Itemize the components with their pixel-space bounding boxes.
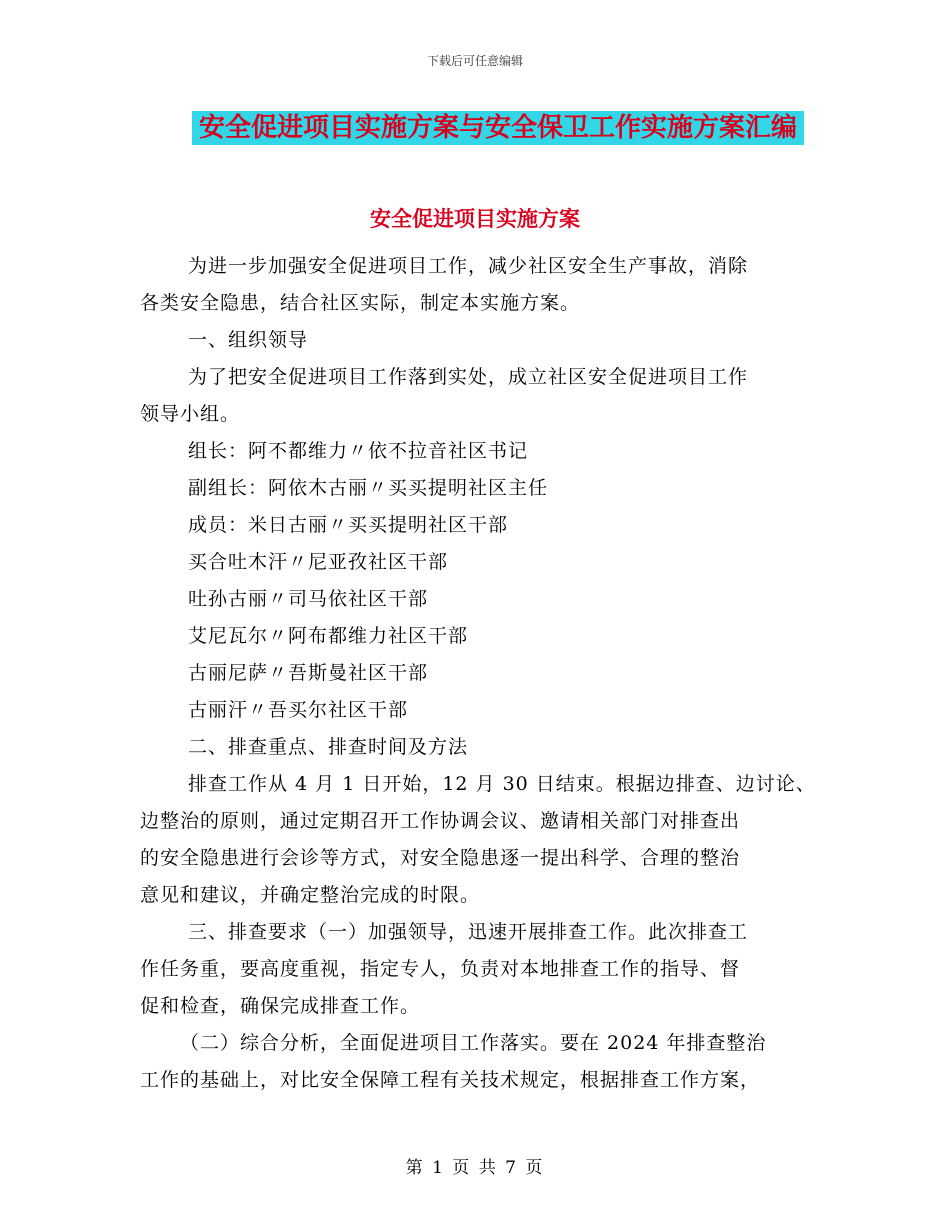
member-line: 古丽汗〃吾买尔社区干部 xyxy=(188,699,409,721)
section-heading: 二、排查重点、排查时间及方法 xyxy=(188,736,469,758)
paragraph-line: 三、排查要求（一）加强领导，迅速开展排查工作。此次排查工 xyxy=(188,921,749,943)
paragraph-line: 边整治的原则，通过定期召开工作协调会议、邀请相关部门对排查出 xyxy=(140,810,741,832)
paragraph-line: 促和检查，确保完成排查工作。 xyxy=(140,995,421,1017)
member-line: 成员：米日古丽〃买买提明社区干部 xyxy=(188,514,509,536)
paragraph-line: 领导小组。 xyxy=(140,403,241,425)
paragraph-line: 为了把安全促进项目工作落到实处，成立社区安全促进项目工作 xyxy=(188,366,749,388)
document-main-title: 安全促进项目实施方案与安全保卫工作实施方案汇编 xyxy=(192,111,804,145)
paragraph-line: 作任务重，要高度重视，指定专人，负责对本地排查工作的指导、督 xyxy=(140,958,741,980)
member-line: 艾尼瓦尔〃阿布都维力社区干部 xyxy=(188,625,469,647)
paragraph-line: 的安全隐患进行会诊等方式，对安全隐患逐一提出科学、合理的整治 xyxy=(140,847,741,869)
member-line: 组长：阿不都维力〃依不拉音社区书记 xyxy=(188,440,529,462)
paragraph-line: （二）综合分析，全面促进项目工作落实。要在 2024 年排查整治 xyxy=(180,1032,767,1054)
member-line: 买合吐木汗〃尼亚孜社区干部 xyxy=(188,551,449,573)
page-header-note: 下载后可任意编辑 xyxy=(426,54,523,68)
paragraph-line: 意见和建议，并确定整治完成的时限。 xyxy=(140,884,481,906)
page-number-footer: 第 1 页 共 7 页 xyxy=(405,1158,545,1178)
member-line: 古丽尼萨〃吾斯曼社区干部 xyxy=(188,662,429,684)
section-heading: 一、组织领导 xyxy=(188,329,309,351)
paragraph-line: 工作的基础上，对比安全保障工程有关技术规定，根据排查工作方案， xyxy=(140,1069,761,1091)
member-line: 吐孙古丽〃司马依社区干部 xyxy=(188,588,429,610)
document-body xyxy=(140,248,830,1099)
paragraph-line: 为进一步加强安全促进项目工作，减少社区安全生产事故，消除 xyxy=(188,255,749,277)
member-line: 副组长：阿依木古丽〃买买提明社区主任 xyxy=(188,477,549,499)
section-title: 安全促进项目实施方案 xyxy=(370,206,580,231)
paragraph-line: 各类安全隐患，结合社区实际，制定本实施方案。 xyxy=(140,292,581,314)
paragraph-line: 排查工作从 4 月 1 日开始，12 月 30 日结束。根据边排查、边讨论、 xyxy=(188,773,816,795)
